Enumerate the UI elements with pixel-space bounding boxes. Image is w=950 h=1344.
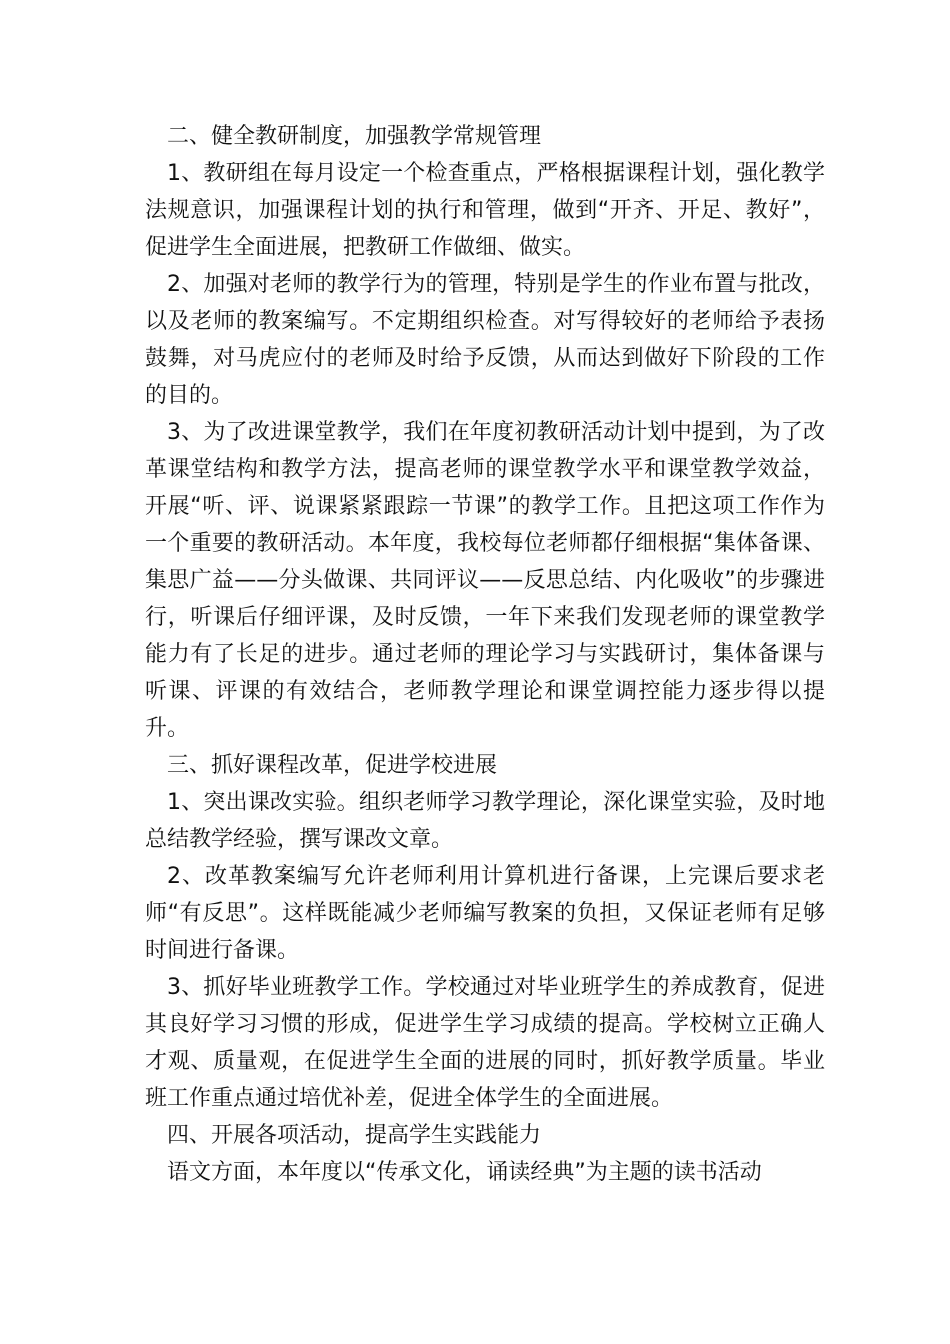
section-heading-2: 二、健全教研制度，加强教学常规管理 xyxy=(167,124,542,149)
section-4-paragraph-1: 语文方面，本年度以“传承文化，诵读经典”为主题的读书活动 xyxy=(167,1160,762,1185)
section-3-item-2: 2、改革教案编写允许老师利用计算机进行备课，上完课后要求老师“有反思”。这样既能减少老师编写教案的负担，又保证老师有足够时间进行备课。 xyxy=(145,864,825,963)
section-2-item-3: 3、为了改进课堂教学，我们在年度初教研活动计划中提到，为了改革课堂结构和教学方法，提高老师的课堂教学水平和课堂教学效益，开展“听、评、说课紧紧跟踪一节课”的教学工作。且把这项工作作为一个重要的教研活动。本年度，我校每位老师都仔细根据“集体备课、集思广益——分头做课、共同评议——反思总结、内化吸收”的步骤进行，听课后仔细评课，及时反馈，一年下来我们发现老师的课堂教学能力有了长足的进步。通过老师的理论学习与实践研讨，集体备课与听课、评课的有效结合，老师教学理论和课堂调控能力逐步得以提升。 xyxy=(145,420,825,741)
section-2-item-1: 1、教研组在每月设定一个检查重点，严格根据课程计划，强化教学法规意识，加强课程计划的执行和管理，做到“开齐、开足、教好”，促进学生全面进展，把教研工作做细、做实。 xyxy=(145,161,825,260)
section-3-item-3: 3、抓好毕业班教学工作。学校通过对毕业班学生的养成教育，促进其良好学习习惯的形成，促进学生学习成绩的提高。学校树立正确人才观、质量观，在促进学生全面的进展的同时，抓好教学质量。毕业班工作重点通过培优补差，促进全体学生的全面进展。 xyxy=(145,975,825,1111)
section-3-item-1: 1、突出课改实验。组织老师学习教学理论，深化课堂实验，及时地总结教学经验，撰写课改文章。 xyxy=(145,790,825,852)
document-page xyxy=(145,118,825,1191)
section-heading-3: 三、抓好课程改革，促进学校进展 xyxy=(167,753,498,778)
section-2-item-2: 2、加强对老师的教学行为的管理，特别是学生的作业布置与批改，以及老师的教案编写。不定期组织检查。对写得较好的老师给予表扬鼓舞，对马虎应付的老师及时给予反馈，从而达到做好下阶段的工作的目的。 xyxy=(145,272,825,408)
section-heading-4: 四、开展各项活动，提高学生实践能力 xyxy=(167,1123,542,1148)
